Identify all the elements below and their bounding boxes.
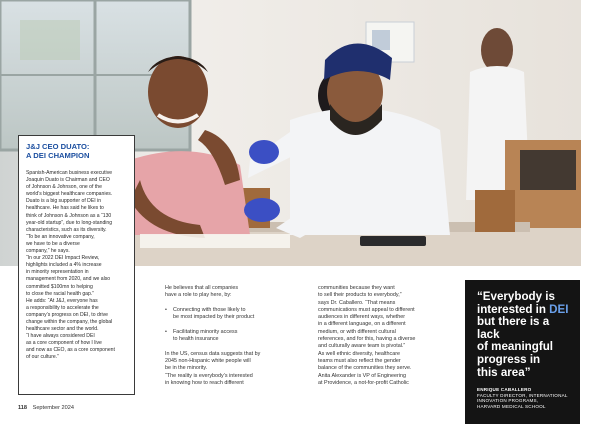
page-number: 118 <box>18 405 28 411</box>
sidebar-paragraph: “To be an innovative company, we have to be a diverse company,” he says. <box>26 233 95 255</box>
sidebar-title-line1: J&J CEO DUATO: <box>26 142 90 151</box>
page-footer <box>18 405 74 411</box>
article-column-1 <box>165 285 287 387</box>
sidebar-title <box>26 142 128 160</box>
sidebar-paragraph: “I have always considered DEI as a core component of how I live and now as CEO, as a core component of our culture.” <box>26 333 115 361</box>
sidebar-title-line2: A DEI CHAMPION <box>26 151 90 160</box>
sidebar-paragraph: He adds: “At J&J, everyone has a responsibility to accelerate the company’s progress on DEI, to drive change within the company, the global healthcare sector and the world. <box>26 297 113 333</box>
column1-intro: He believes that all companies have a role to play here, by: <box>165 285 239 299</box>
bullet-item <box>165 329 287 344</box>
sidebar-paragraph: Spanish-American business executive Joaquin Duato is Chairman and CEO of Johnson & Johnson, one of the world’s biggest healthcare companies. <box>26 170 113 198</box>
quote-highlight: DEI <box>549 302 569 316</box>
ceo-sidebar-box <box>18 135 135 395</box>
bullet-dot-icon: • <box>165 328 167 335</box>
quote-text-part2: but there is a lack of meaningful progress in this area” <box>477 315 553 379</box>
bullet-text: Facilitating minority access to health insurance <box>173 328 238 343</box>
column1-body-continued: “The reality is everybody’s interested in knowing how to reach different <box>165 372 253 386</box>
sidebar-paragraph: Duato is a big supporter of DEI in healthcare. He has said he likes to think of Johnson & Johnson as a “130 year-old startup”, due to long-standing characteristics, such as its diversity. <box>26 198 113 233</box>
bullet-item <box>165 307 287 322</box>
issue-date: September 2024 <box>32 405 74 411</box>
sidebar-body <box>26 170 128 362</box>
bullet-dot-icon: • <box>165 306 167 313</box>
quote-attribution-role: FACULTY DIRECTOR, INTERNATIONAL INNOVATION PROGRAMS, HARVARD MEDICAL SCHOOL <box>477 392 568 409</box>
quote-text-part1: “Everybody is interested in <box>477 290 555 316</box>
article-column-2 <box>318 285 442 387</box>
sidebar-paragraph: “In our 2022 DEI Impact Review, highlights included a 4% increase in minority representation in management from 2020, and we also committed $100mn to helping to close the racial health gap.” <box>26 255 111 297</box>
column1-body: In the US, census data suggests that by 2045 non-Hispanic white people will be in the minority. <box>165 350 261 372</box>
pull-quote <box>477 291 572 379</box>
pull-quote-panel <box>465 280 580 424</box>
bullet-text: Connecting with those likely to be most impacted by their product <box>173 306 255 321</box>
column2-body: communities because they want to sell their products to everybody,” says Dr. Caballero. “That means communications must appeal to different audiences in different ways, whether in a different language, on a different medium, or with different cultural references, and for this, having a diverse and culturally aware team is pivotal.” As well ethnic diversity, healthcare teams must also reflect the gender balance of the communities they serve. Anita Alexander is VP of Engineering at Providence, a not-for-profit Catholic <box>318 285 416 386</box>
quote-attribution-name: ENRIQUE CABALLERO <box>477 387 532 393</box>
